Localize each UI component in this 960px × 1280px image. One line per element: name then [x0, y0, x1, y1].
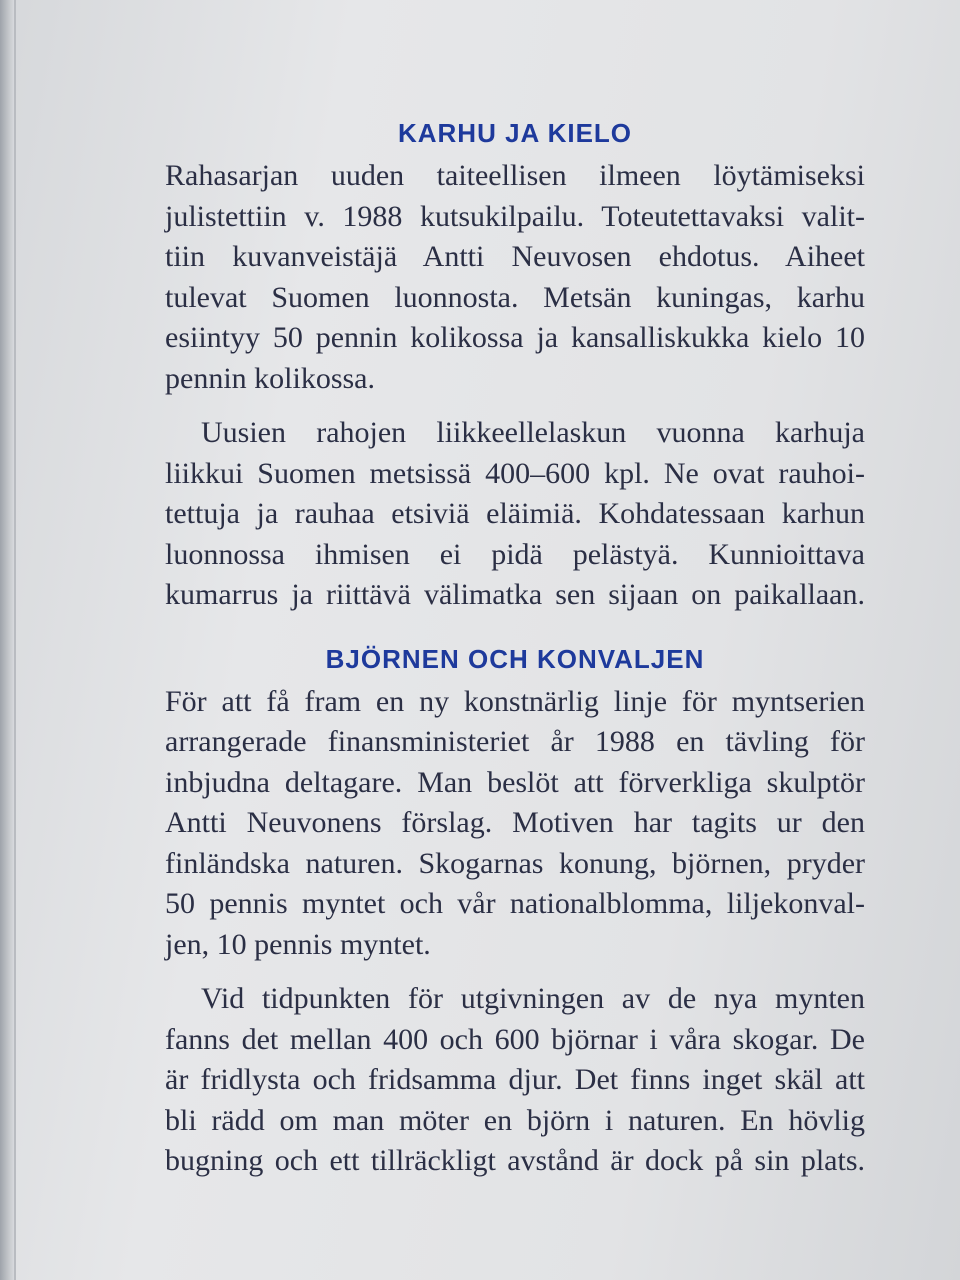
text-line: bli rädd om man möter en björn i naturen. En hövlig: [165, 1103, 865, 1137]
text-line: luonnossa ihmisen ei pidä pelästyä. Kunnioittava: [165, 537, 865, 571]
finnish-paragraph-1: [165, 156, 865, 399]
text-line: tiin kuvanveistäjä Antti Neuvosen ehdotus. Aiheet: [165, 240, 865, 273]
text-line: pennin kolikossa.: [165, 361, 375, 395]
text-line: esiintyy 50 pennin kolikossa ja kansalliskukka kielo 10: [165, 321, 865, 354]
page-divider: [14, 0, 16, 1280]
text-line: Uusien rahojen liikkeellelaskun vuonna karhuja: [201, 416, 865, 449]
text-line: finländska naturen. Skogarnas konung, björnen, pryder: [165, 846, 865, 880]
text-line: arrangerade finansministeriet år 1988 en tävling för: [165, 725, 865, 758]
text-line: jen, 10 pennis myntet.: [165, 927, 431, 961]
finnish-paragraph-2: [165, 413, 865, 616]
text-line: För att få fram en ny konstnärlig linje för myntserien: [165, 684, 865, 718]
text-line: Vid tidpunkten för utgivningen av de nya mynten: [201, 982, 865, 1015]
text-line: kumarrus ja riittävä välimatka sen sijaan on paikallaan.: [165, 578, 865, 611]
swedish-heading: BJÖRNEN OCH KONVALJEN: [325, 643, 705, 674]
text-line: tettuja ja rauhaa etsiviä eläimiä. Kohdatessaan karhun: [165, 497, 865, 530]
finnish-heading: KARHU JA KIELO: [397, 118, 633, 148]
text-line: tulevat Suomen luonnosta. Metsän kuningas, karhu: [165, 280, 865, 314]
text-line: Antti Neuvonens förslag. Motiven har tagits ur den: [165, 806, 865, 839]
text-line: bugning och ett tillräckligt avstånd är dock på sin plats.: [165, 1144, 865, 1177]
book-spine-edge: [0, 0, 14, 1280]
text-line: 50 pennis myntet och vår nationalblomma, liljekonval-: [165, 887, 865, 920]
page-text: [165, 110, 865, 1182]
text-line: är fridlysta och fridsamma djur. Det finns inget skäl att: [165, 1063, 865, 1096]
swedish-paragraph-2: [165, 979, 865, 1182]
swedish-paragraph-1: [165, 682, 865, 966]
text-line: Rahasarjan uuden taiteellisen ilmeen löytämiseksi: [165, 159, 865, 192]
text-line: inbjudna deltagare. Man beslöt att förverkliga skulptör: [165, 765, 865, 799]
text-line: julistettiin v. 1988 kutsukilpailu. Toteutettavaksi valit-: [165, 199, 865, 233]
text-line: fanns det mellan 400 och 600 björnar i våra skogar. De: [165, 1022, 865, 1056]
text-line: liikkui Suomen metsissä 400–600 kpl. Ne ovat rauhoi-: [165, 456, 865, 490]
